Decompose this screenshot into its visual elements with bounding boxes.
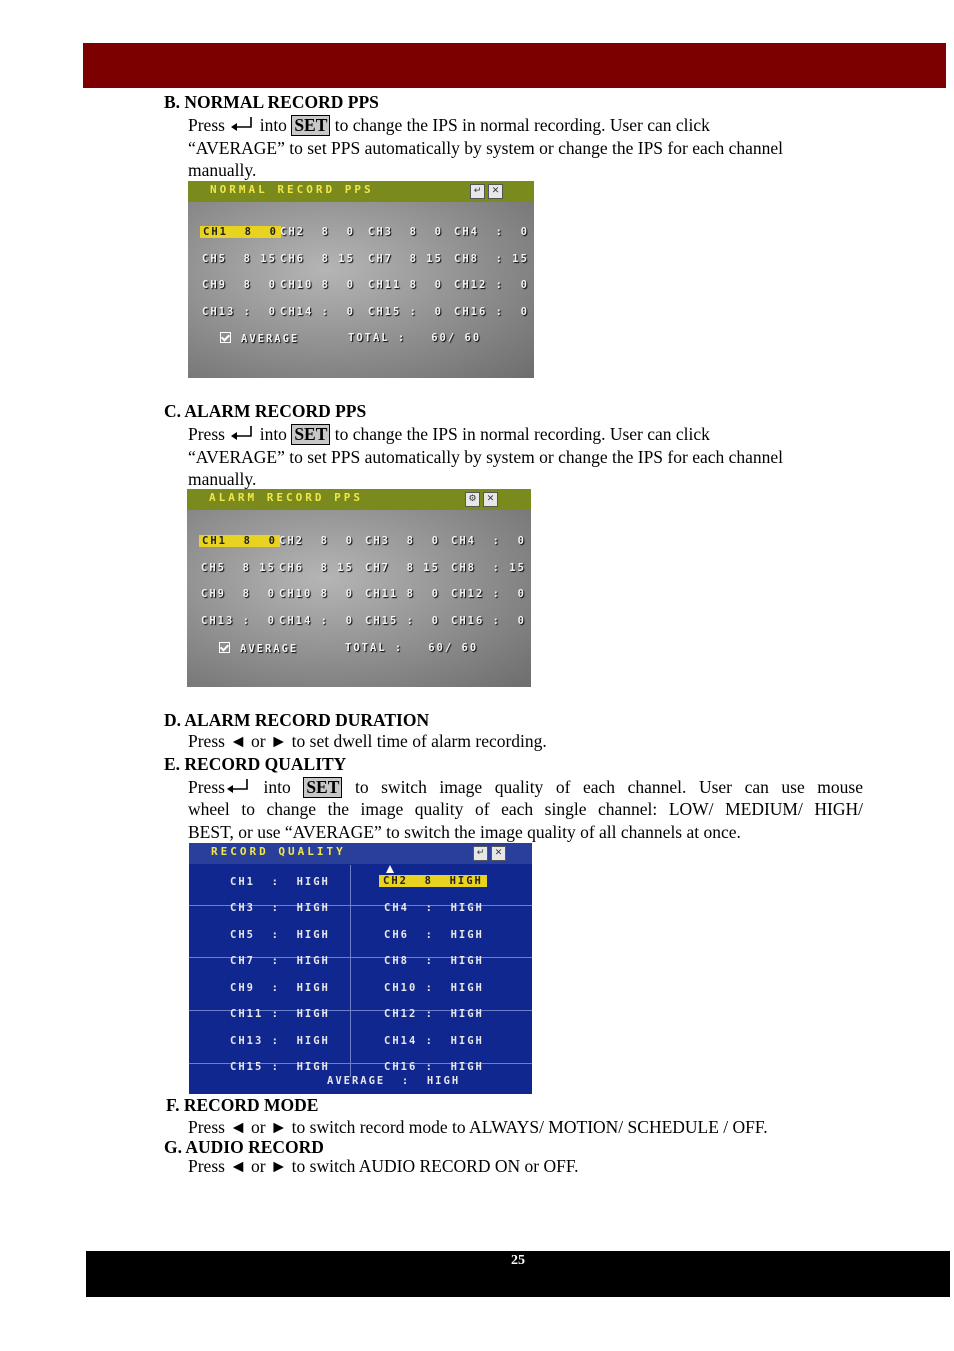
channel-cell: CH12 : 0 <box>454 279 529 291</box>
channel-cell: CH4 : 0 <box>451 535 526 547</box>
set-key-label: SET <box>291 115 330 136</box>
quality-cell: CH14 : HIGH <box>384 1035 484 1047</box>
enter-key-icon <box>229 116 255 134</box>
quality-cell: CH6 : HIGH <box>384 929 484 941</box>
channel-cell: CH9 8 0 <box>202 279 277 291</box>
channel-cell: CH2 8 0 <box>279 535 354 547</box>
channel-cell: CH6 8 15 <box>279 562 354 574</box>
paragraph-alarm-record-line1: Press into SET to change the IPS in normal recording. User can click <box>188 424 710 444</box>
quality-cell: CH4 : HIGH <box>384 902 484 914</box>
average-option: AVERAGE <box>220 332 299 345</box>
quality-cell: CH10 : HIGH <box>384 982 484 994</box>
paragraph-record-quality-line1: Press into SET to switch image quality of each channel. User can use mouse <box>188 777 863 797</box>
osd-title: RECORD QUALITY <box>211 845 346 858</box>
heading-normal-record-pps: B. NORMAL RECORD PPS <box>164 92 379 112</box>
channel-cell: CH13 : 0 <box>201 615 276 627</box>
channel-cell: CH2 8 0 <box>280 226 355 238</box>
channel-cell: CH15 : 0 <box>365 615 440 627</box>
channel-cell: CH9 8 0 <box>201 588 276 600</box>
channel-cell: CH16 : 0 <box>451 615 526 627</box>
total-readout: TOTAL : 60/ 60 <box>345 642 479 654</box>
enter-key-icon <box>229 425 255 443</box>
close-icon: ✕ <box>488 184 503 199</box>
quality-cell: CH2 8 HIGH <box>379 875 487 887</box>
paragraph-alarm-record-line2: “AVERAGE” to set PPS automatically by system or change the IPS for each channel <box>188 447 784 467</box>
channel-cell: CH4 : 0 <box>454 226 529 238</box>
channel-cell: CH12 : 0 <box>451 588 526 600</box>
osd-title: NORMAL RECORD PPS <box>210 183 374 196</box>
paragraph-normal-record-line2: “AVERAGE” to set PPS automatically by system or change the IPS for each channel <box>188 138 784 158</box>
set-key-label: SET <box>303 777 342 798</box>
checkbox-checked-icon <box>219 642 230 653</box>
settings-icon: ⚙ <box>465 492 480 507</box>
quality-cell: CH1 : HIGH <box>230 876 330 888</box>
quality-cell: CH16 : HIGH <box>384 1061 484 1073</box>
osd-title: ALARM RECORD PPS <box>209 491 363 504</box>
paragraph-alarm-record-duration: Press ◄ or ► to set dwell time of alarm recording. <box>188 731 547 751</box>
channel-cell: CH6 8 15 <box>280 253 355 265</box>
osd-title-bar <box>188 181 534 202</box>
channel-cell: CH1 8 0 <box>200 226 281 238</box>
close-icon: ✕ <box>491 846 506 861</box>
heading-record-mode: F. RECORD MODE <box>166 1095 319 1115</box>
heading-record-quality: E. RECORD QUALITY <box>164 754 347 774</box>
quality-cell: CH13 : HIGH <box>230 1035 330 1047</box>
heading-audio-record: G. AUDIO RECORD <box>164 1137 324 1157</box>
paragraph-audio-record: Press ◄ or ► to switch AUDIO RECORD ON or OFF. <box>188 1156 579 1176</box>
channel-cell: CH8 : 15 <box>451 562 526 574</box>
mouse-cursor-icon <box>386 865 394 873</box>
enter-key-icon <box>225 778 251 796</box>
channel-cell: CH13 : 0 <box>202 306 277 318</box>
paragraph-alarm-record-line3: manually. <box>188 469 257 489</box>
quality-cell: CH7 : HIGH <box>230 955 330 967</box>
quality-cell: CH15 : HIGH <box>230 1061 330 1073</box>
osd-title-bar <box>187 489 531 510</box>
quality-cell: CH12 : HIGH <box>384 1008 484 1020</box>
return-icon: ↵ <box>473 846 488 861</box>
paragraph-record-quality-line2: wheel to change the image quality of each single channel: LOW/ MEDIUM/ HIGH/ <box>188 799 863 819</box>
channel-cell: CH14 : 0 <box>280 306 355 318</box>
screenshot-normal-record-pps <box>188 181 534 378</box>
screenshot-record-quality <box>189 843 532 1094</box>
channel-cell: CH5 8 15 <box>201 562 276 574</box>
footer-bar <box>86 1251 950 1297</box>
heading-alarm-record-pps: C. ALARM RECORD PPS <box>164 401 367 421</box>
paragraph-record-quality-line3: BEST, or use “AVERAGE” to switch the image quality of all channels at once. <box>188 822 741 842</box>
grid-divider <box>350 865 351 1077</box>
channel-cell: CH16 : 0 <box>454 306 529 318</box>
average-option: AVERAGE <box>219 642 298 655</box>
osd-title-bar <box>189 843 532 864</box>
channel-cell: CH11 8 0 <box>368 279 443 291</box>
quality-cell: CH8 : HIGH <box>384 955 484 967</box>
channel-cell: CH5 8 15 <box>202 253 277 265</box>
channel-cell: CH14 : 0 <box>279 615 354 627</box>
set-key-label: SET <box>291 424 330 445</box>
total-readout: TOTAL : 60/ 60 <box>348 332 482 344</box>
heading-alarm-record-duration: D. ALARM RECORD DURATION <box>164 710 430 730</box>
return-icon: ↵ <box>470 184 485 199</box>
quality-cell: CH9 : HIGH <box>230 982 330 994</box>
channel-cell: CH1 8 0 <box>199 535 280 547</box>
close-icon: ✕ <box>483 492 498 507</box>
channel-cell: CH3 8 0 <box>368 226 443 238</box>
channel-cell: CH11 8 0 <box>365 588 440 600</box>
channel-cell: CH7 8 15 <box>368 253 443 265</box>
checkbox-checked-icon <box>220 332 231 343</box>
channel-cell: CH3 8 0 <box>365 535 440 547</box>
paragraph-normal-record-line1: Press into SET to change the IPS in normal recording. User can click <box>188 115 710 135</box>
channel-cell: CH10 8 0 <box>279 588 354 600</box>
quality-cell: CH3 : HIGH <box>230 902 330 914</box>
channel-cell: CH10 8 0 <box>280 279 355 291</box>
screenshot-alarm-record-pps <box>187 489 531 687</box>
paragraph-record-mode: Press ◄ or ► to switch record mode to ALWAYS/ MOTION/ SCHEDULE / OFF. <box>188 1117 768 1137</box>
channel-cell: CH7 8 15 <box>365 562 440 574</box>
paragraph-normal-record-line3: manually. <box>188 160 257 180</box>
header-bar <box>83 43 946 88</box>
quality-cell: CH11 : HIGH <box>230 1008 330 1020</box>
channel-cell: CH8 : 15 <box>454 253 529 265</box>
page-number: 25 <box>511 1253 525 1268</box>
channel-cell: CH15 : 0 <box>368 306 443 318</box>
average-quality-readout: AVERAGE : HIGH <box>327 1075 461 1087</box>
quality-cell: CH5 : HIGH <box>230 929 330 941</box>
